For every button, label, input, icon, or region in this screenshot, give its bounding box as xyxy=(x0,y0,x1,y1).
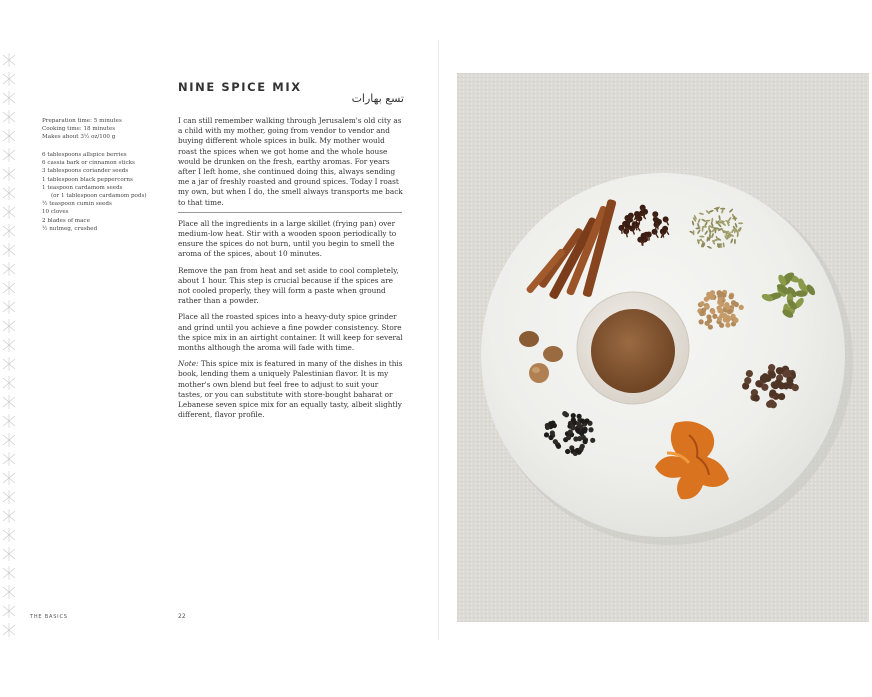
page-number: 22 xyxy=(178,613,186,620)
ingredient: ½ teaspoon cumin seeds xyxy=(42,201,112,208)
method-step: Place all the roasted spices into a heavy-duty spice grinder and grind until you achieve a fine powder consistency. Store the spice mix in an airtight container. It will keep for several months although the aroma will fade with time. xyxy=(178,312,403,353)
cooking-time: Cooking time: 18 minutes xyxy=(42,126,116,133)
spice-board-photo xyxy=(457,73,869,622)
ingredient: 6 tablespoons allspice berries xyxy=(42,152,127,158)
ground-spice-powder xyxy=(591,309,675,393)
recipe-title-arabic: تسع بهارات xyxy=(351,92,404,105)
right-page xyxy=(439,0,872,697)
ingredient-list xyxy=(42,151,174,233)
prep-time: Preparation time: 5 minutes xyxy=(42,118,122,124)
ingredient: 2 blades of mace xyxy=(42,217,90,224)
ingredient: 3 tablespoons coriander seeds xyxy=(42,168,129,175)
recipe-note xyxy=(178,359,404,420)
ingredient-alt: (or 1 tablespoon cardamom pods) xyxy=(51,193,147,200)
recipe-meta xyxy=(42,117,174,142)
yield: Makes about 3½ oz/100 g xyxy=(42,134,116,141)
ingredient: 10 cloves xyxy=(42,209,69,216)
recipe-body xyxy=(178,116,404,426)
note-text: This spice mix is featured in many of the dishes in this book, lending them a uniquely Palestinian flavor. It is my mother's own blend but feel free to adjust to suit your tastes, or you can substitute with store-bought baharat or Lebanese seven spice mix for an equally tasty, albeit slightly different, flavor profile. xyxy=(178,359,403,420)
recipe-title: NINE SPICE MIX xyxy=(178,80,302,94)
ingredient: ½ nutmeg, crushed xyxy=(42,225,98,232)
ingredient: 1 tablespoon black peppercorns xyxy=(42,176,133,183)
method-step: Remove the pan from heat and set aside to cool completely, about 1 hour. This step is crucial because if the spices are not cooled properly, they will form a paste when ground rather than a powder. xyxy=(178,265,399,306)
divider xyxy=(178,212,402,213)
ingredient: 6 cassia bark or cinnamon sticks xyxy=(42,160,135,167)
note-label: Note: xyxy=(178,359,199,369)
section-name: THE BASICS xyxy=(30,614,68,620)
decorative-border xyxy=(0,52,18,642)
intro-paragraph: I can still remember walking through Jerusalem's old city as a child with my mother, going from vendor to vendor and buying different whole spices in bulk. My mother would roast the spices when we got home and the whole house would be drunken on the fresh, earthy aromas. For years after I left home, she continued doing this, always sending me a jar of freshly roasted and ground spices. Today I roast my own, but when I do, the smell always transports me back to that time. xyxy=(178,116,403,207)
method-step: Place all the ingredients in a large skillet (frying pan) over medium-low heat. Stir with a wooden spoon periodically to ensure the spices do not burn, until you begin to smell the aroma of the spices, about 10 minutes. xyxy=(178,218,397,259)
ingredient: 1 teaspoon cardamom seeds xyxy=(42,184,123,191)
